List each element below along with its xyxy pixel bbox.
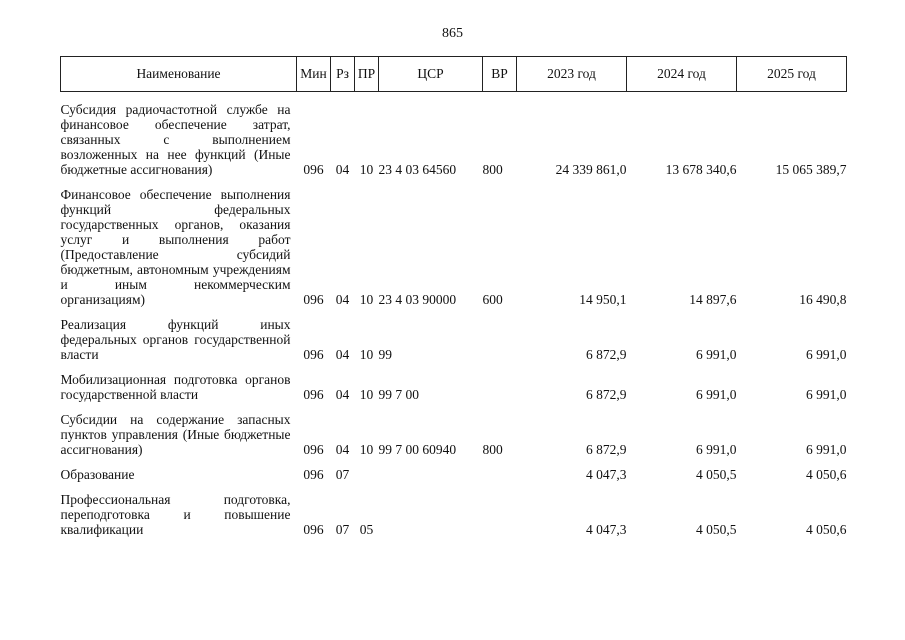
row-2023: 6 872,9 bbox=[586, 347, 627, 362]
row-rz: 04 bbox=[335, 387, 350, 402]
budget-table bbox=[60, 56, 847, 537]
header-2024: 2024 год bbox=[627, 57, 737, 92]
row-2024: 6 991,0 bbox=[696, 387, 737, 402]
row-name: Финансовое обеспечение выполнения функций федеральных государственных органов, оказания услуг и выполнения работ (Предоставление субсидий бюджетным, автономным учреждениям и иным некоммерческим организациям) bbox=[60, 187, 291, 307]
row-pr: 10 bbox=[359, 162, 374, 177]
header-2025: 2025 год bbox=[737, 57, 847, 92]
table-row bbox=[61, 102, 847, 177]
header-pr: ПР bbox=[355, 57, 379, 92]
row-csr: 99 bbox=[378, 347, 392, 362]
row-pr: 05 bbox=[359, 522, 374, 537]
row-name: Реализация функций иных федеральных органов государственной власти bbox=[60, 317, 291, 362]
row-csr: 99 7 00 bbox=[378, 387, 419, 402]
row-csr: 99 7 00 60940 bbox=[378, 442, 457, 457]
row-2023: 4 047,3 bbox=[586, 522, 627, 537]
row-name: Образование bbox=[60, 467, 135, 482]
row-pr: 10 bbox=[359, 387, 374, 402]
table-row bbox=[61, 372, 847, 402]
row-2023: 24 339 861,0 bbox=[555, 162, 627, 177]
row-vr: 800 bbox=[482, 162, 503, 177]
row-2025: 6 991,0 bbox=[806, 347, 847, 362]
row-2023: 4 047,3 bbox=[586, 467, 627, 482]
row-pr: 10 bbox=[359, 292, 374, 307]
row-vr bbox=[483, 467, 517, 482]
row-name: Мобилизационная подготовка органов государственной власти bbox=[60, 372, 291, 402]
row-min: 096 bbox=[303, 162, 324, 177]
table-row bbox=[61, 317, 847, 362]
table-row bbox=[61, 412, 847, 457]
row-min: 096 bbox=[303, 442, 324, 457]
row-rz: 07 bbox=[335, 467, 350, 482]
row-vr bbox=[483, 492, 517, 537]
row-2025: 6 991,0 bbox=[806, 387, 847, 402]
header-rz: Рз bbox=[331, 57, 355, 92]
row-rz: 04 bbox=[335, 162, 350, 177]
row-rz: 04 bbox=[335, 347, 350, 362]
row-rz: 04 bbox=[335, 292, 350, 307]
row-min: 096 bbox=[303, 522, 324, 537]
row-pr: 10 bbox=[359, 442, 374, 457]
row-2024: 13 678 340,6 bbox=[665, 162, 737, 177]
page-number: 865 bbox=[442, 26, 463, 41]
table-row bbox=[61, 492, 847, 537]
header-min: Мин bbox=[297, 57, 331, 92]
row-min: 096 bbox=[303, 387, 324, 402]
row-min: 096 bbox=[303, 347, 324, 362]
header-2023: 2023 год bbox=[517, 57, 627, 92]
row-2024: 4 050,5 bbox=[696, 522, 737, 537]
row-2025: 6 991,0 bbox=[806, 442, 847, 457]
row-2025: 16 490,8 bbox=[799, 292, 847, 307]
row-2023: 6 872,9 bbox=[586, 442, 627, 457]
header-vr: ВР bbox=[483, 57, 517, 92]
row-pr bbox=[355, 467, 379, 482]
row-vr: 600 bbox=[482, 292, 503, 307]
row-rz: 07 bbox=[335, 522, 350, 537]
row-2024: 6 991,0 bbox=[696, 442, 737, 457]
row-2024: 6 991,0 bbox=[696, 347, 737, 362]
row-csr bbox=[379, 492, 483, 537]
table-header-row bbox=[61, 57, 847, 92]
row-csr: 23 4 03 64560 bbox=[378, 162, 457, 177]
row-2024: 4 050,5 bbox=[696, 467, 737, 482]
table-row bbox=[61, 187, 847, 307]
row-2023: 6 872,9 bbox=[586, 387, 627, 402]
row-name: Субсидия радиочастотной службе на финансовое обеспечение затрат, связанных с выполнением возложенных на нее функций (Иные бюджетные ассигнования) bbox=[60, 102, 291, 177]
row-vr bbox=[483, 317, 517, 362]
row-name: Профессиональная подготовка, переподготовка и повышение квалификации bbox=[60, 492, 291, 537]
row-csr: 23 4 03 90000 bbox=[378, 292, 457, 307]
row-2025: 4 050,6 bbox=[806, 467, 847, 482]
header-name: Наименование bbox=[61, 57, 297, 92]
table-row bbox=[61, 467, 847, 482]
row-2025: 4 050,6 bbox=[806, 522, 847, 537]
header-csr: ЦСР bbox=[379, 57, 483, 92]
row-name: Субсидии на содержание запасных пунктов управления (Иные бюджетные ассигнования) bbox=[60, 412, 291, 457]
row-csr bbox=[379, 467, 483, 482]
row-rz: 04 bbox=[335, 442, 350, 457]
row-min: 096 bbox=[303, 292, 324, 307]
row-2023: 14 950,1 bbox=[579, 292, 627, 307]
row-2024: 14 897,6 bbox=[689, 292, 737, 307]
row-vr bbox=[483, 372, 517, 402]
row-min: 096 bbox=[303, 467, 324, 482]
row-2025: 15 065 389,7 bbox=[775, 162, 847, 177]
row-vr: 800 bbox=[482, 442, 503, 457]
row-pr: 10 bbox=[359, 347, 374, 362]
